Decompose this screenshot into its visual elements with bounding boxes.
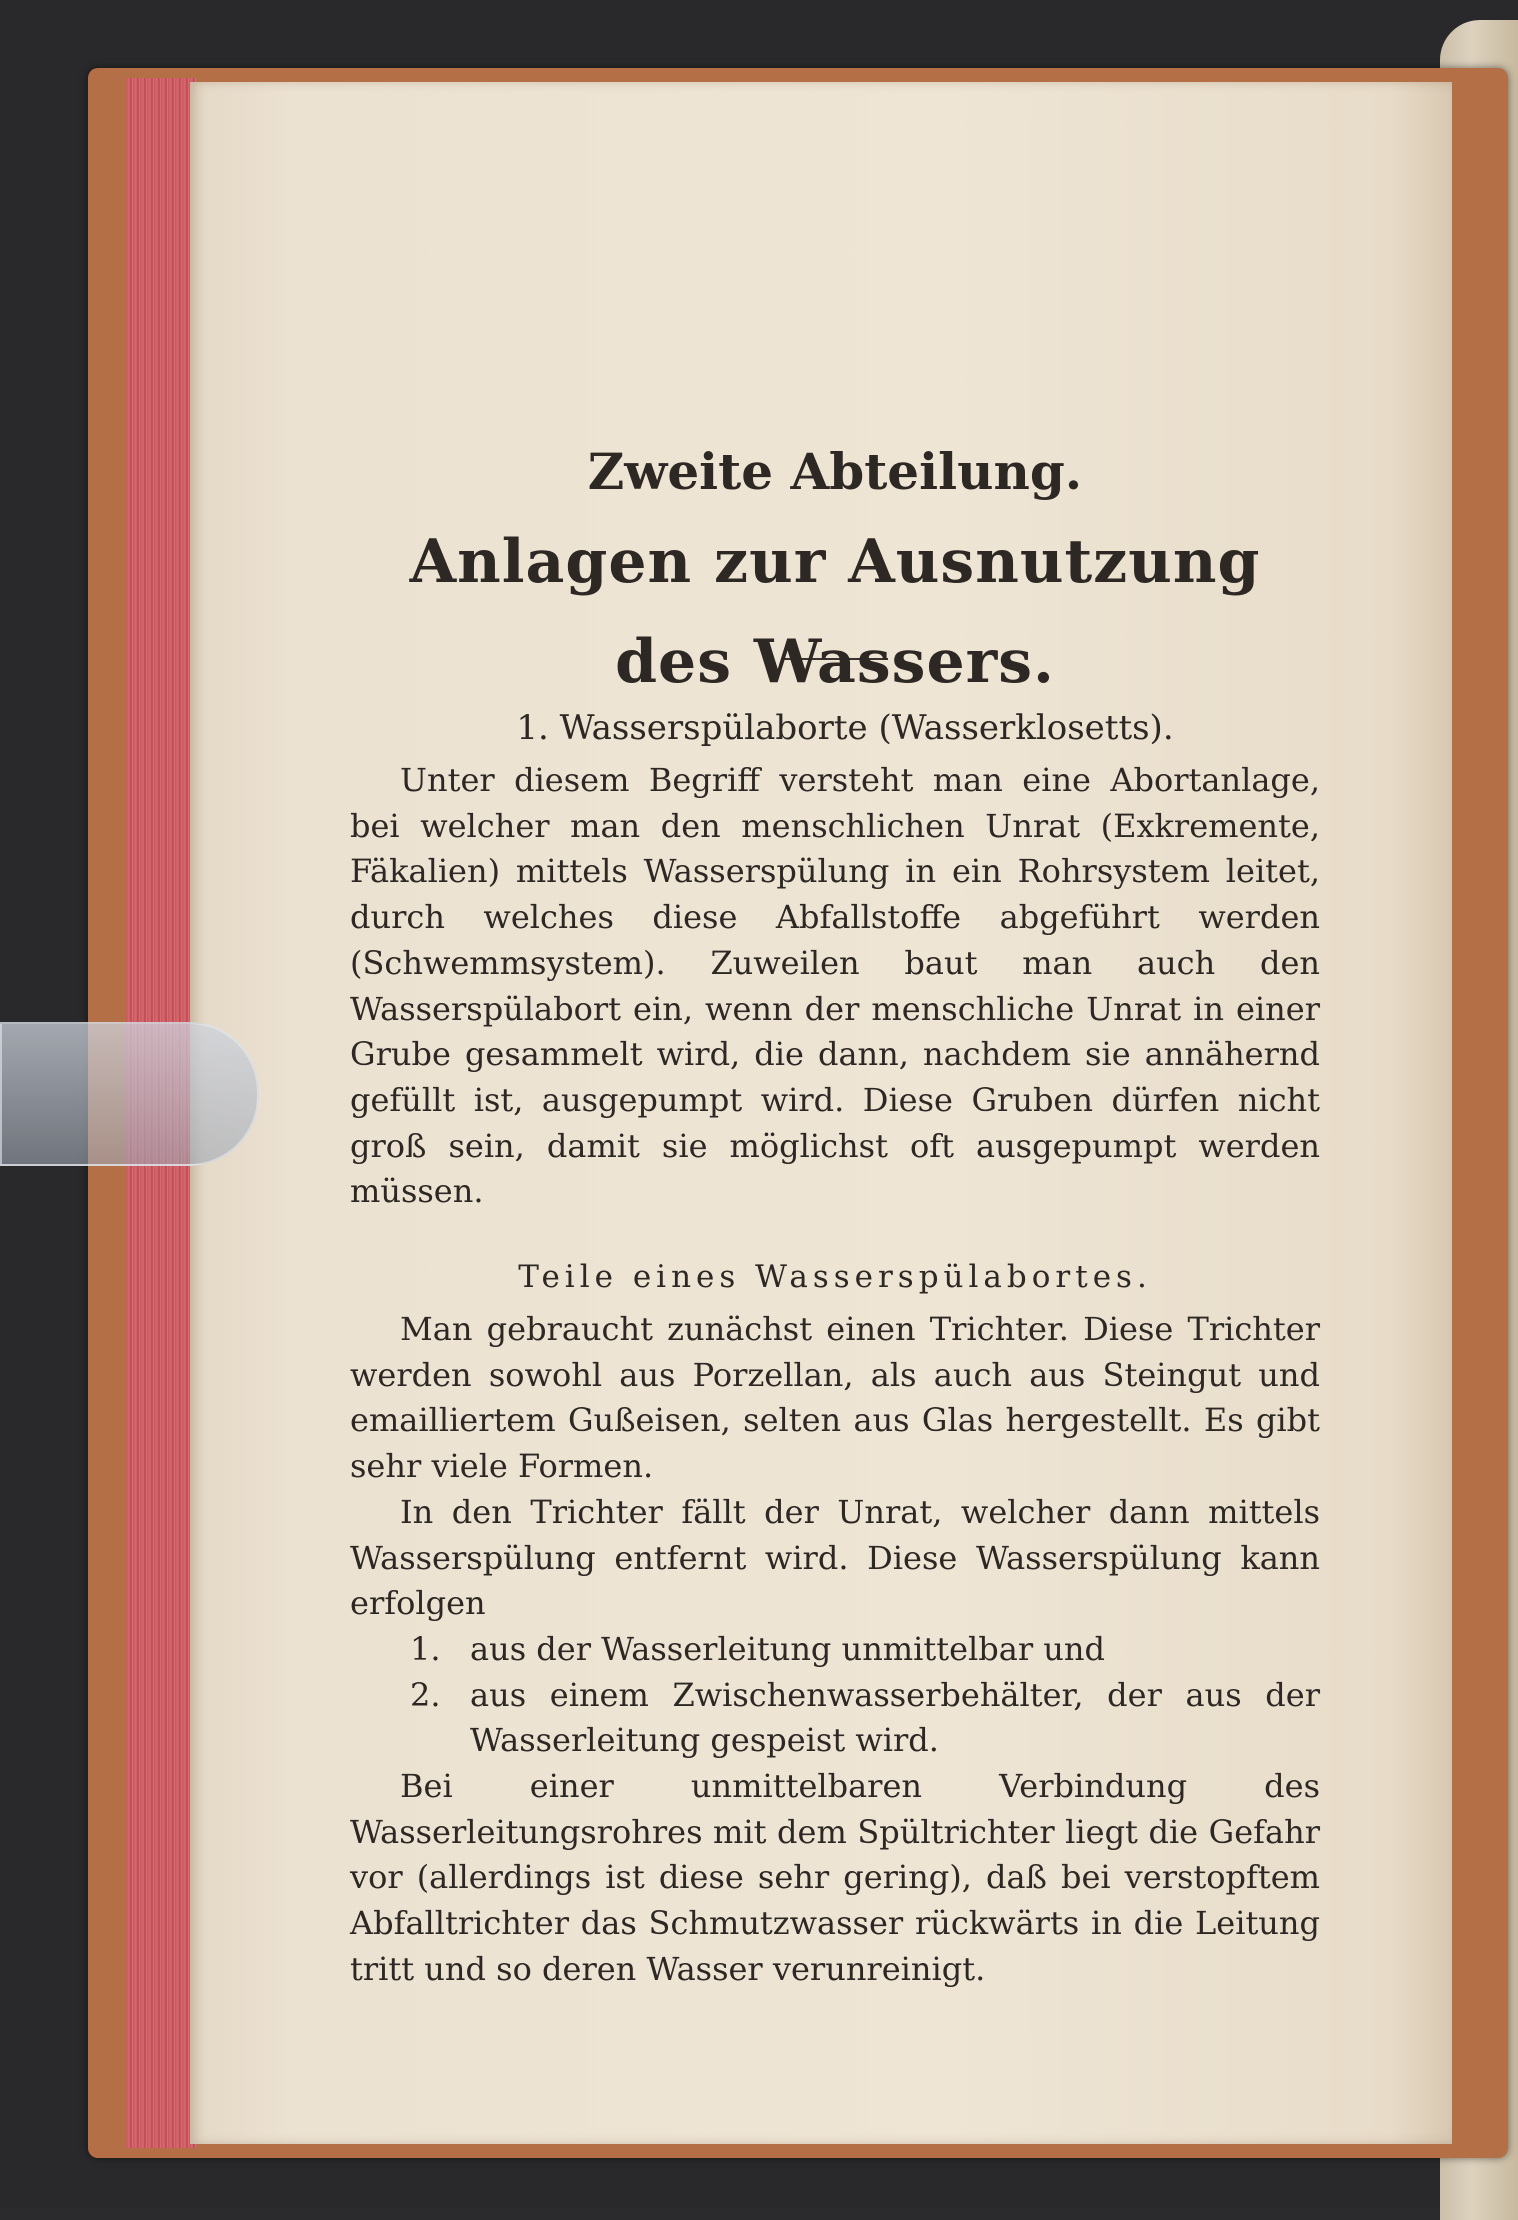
page-holder-clip	[0, 1022, 259, 1166]
page-text	[350, 432, 1320, 1993]
list-text: aus einem Zwischenwasserbehälter, der aus der Wasserleitung gespeist wird.	[470, 1675, 1320, 1760]
list-item	[350, 1673, 1320, 1764]
list-number: 1.	[410, 1629, 441, 1668]
paragraph-1: Unter diesem Begriff versteht man eine Abortanlage, bei welcher man den menschlichen Unrat (Exkremente, Fäkalien) mittels Wasserspülung in ein Rohrsystem leitet, durch welches diese Abfallstoffe abgeführt werden (Schwemmsystem). Zuweilen baut man auch den Wasserspülabort ein, wenn der menschliche Unrat in einer Grube gesammelt wird, die dann, nachdem sie annähernd gefüllt ist, ausgepumpt wird. Diese Gruben dürfen nicht groß sein, damit sie möglichst oft ausgepumpt werden müssen.	[350, 761, 1320, 1211]
section-title: 1. Wasserspülaborte (Wasserklosetts).	[516, 708, 1174, 748]
paragraph-4: Bei einer unmittelbaren Verbindung des Wasserleitungsrohres mit dem Spültrichter liegt die Gefahr vor (allerdings ist diese sehr gering), daß bei verstopftem Abfalltrichter das Schmutzwasser rückwärts in die Leitung tritt und so deren Wasser verunreinigt.	[350, 1767, 1320, 1988]
chapter-heading: Anlagen zur Ausnutzung des Wassers.	[409, 527, 1261, 697]
paragraph-2: Man gebraucht zunächst einen Trichter. Diese Trichter werden sowohl aus Porzellan, als auch aus Steingut und emailliertem Gußeisen, selten aus Glas hergestellt. Es gibt sehr viele Formen.	[350, 1310, 1320, 1486]
list-text: aus der Wasserleitung unmittelbar und	[470, 1629, 1105, 1668]
part-heading: Zweite Abteilung.	[587, 442, 1083, 501]
list-number: 2.	[410, 1675, 441, 1714]
list-item	[350, 1627, 1320, 1673]
paragraph-3: In den Trichter fällt der Unrat, welcher dann mittels Wasserspülung entfernt wird. Diese Wasserspülung kann erfolgen	[350, 1492, 1320, 1623]
subsection-title: Teile eines Wasserspülabortes.	[518, 1259, 1152, 1296]
